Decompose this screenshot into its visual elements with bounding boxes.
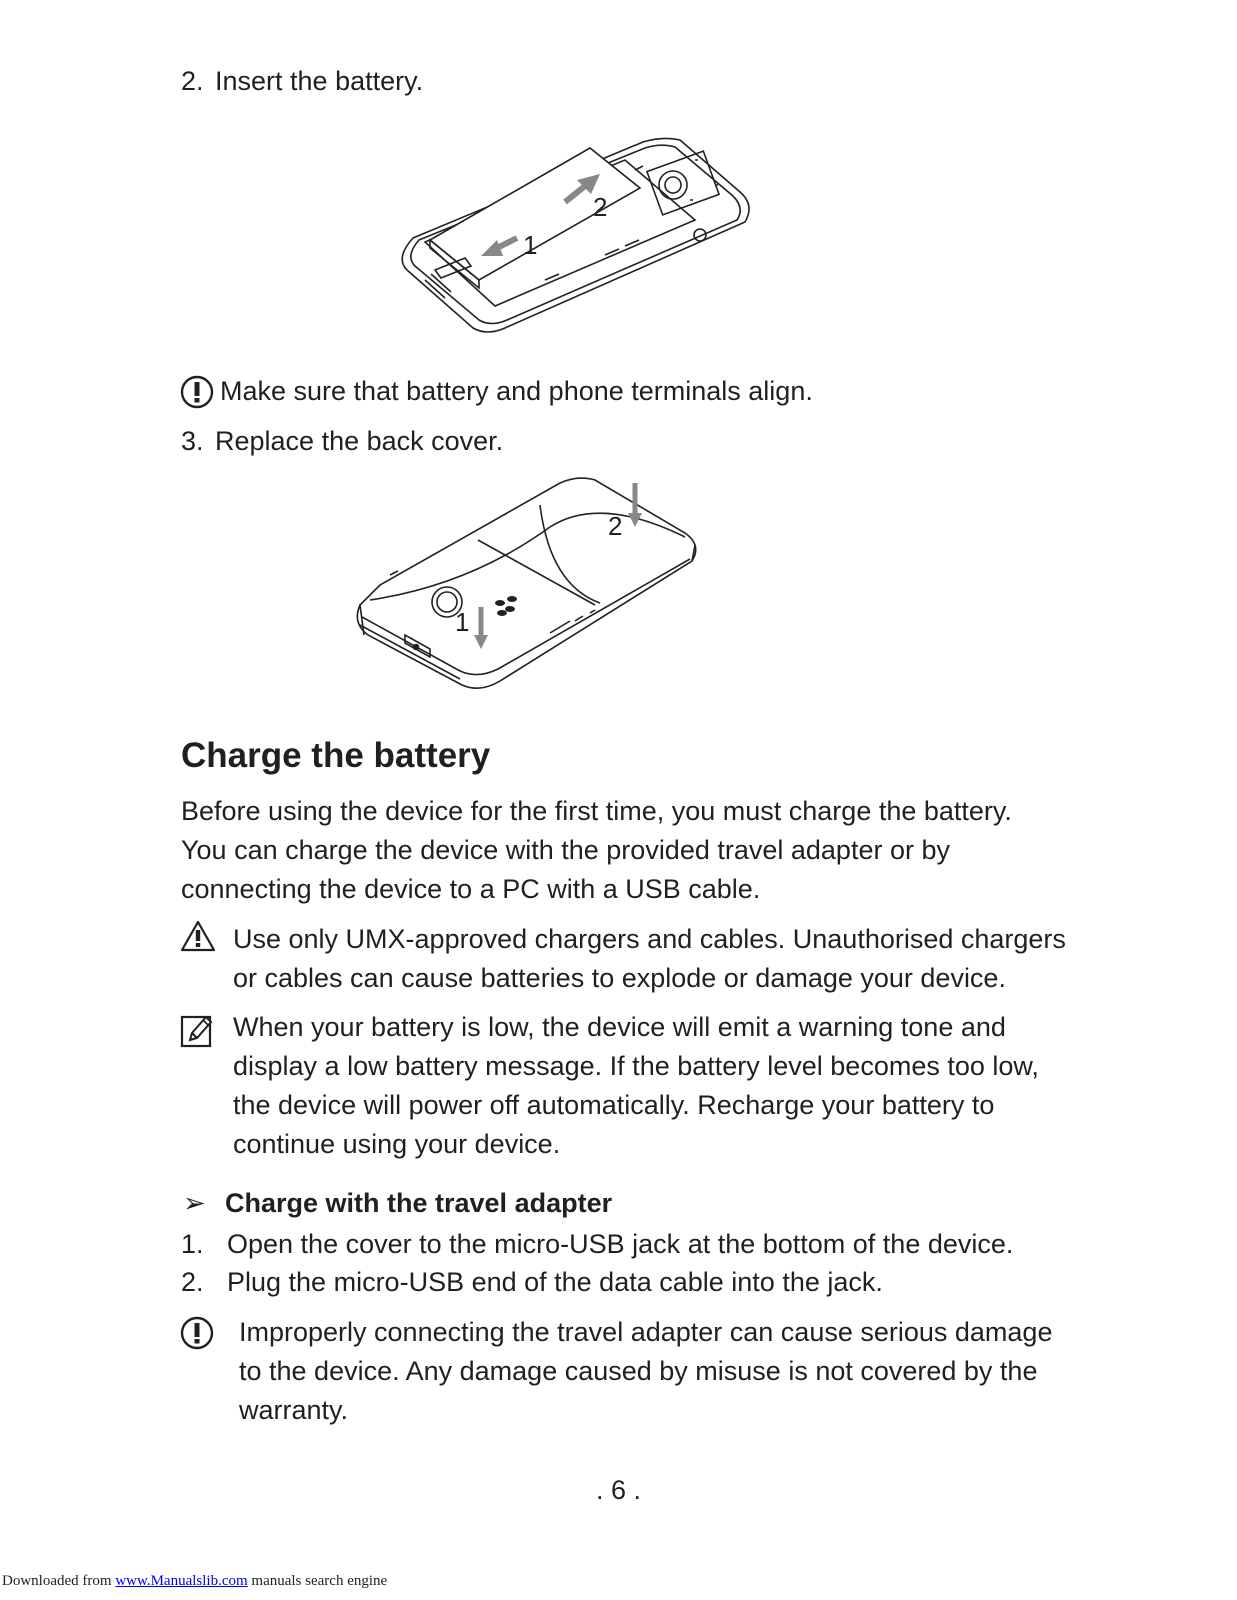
note-pencil-icon [180, 1013, 214, 1049]
note-icon-container [180, 1013, 214, 1054]
battery-insert-illustration [395, 130, 760, 345]
step-text: Open the cover to the micro-USB jack at the bottom of the device. [227, 1229, 1014, 1259]
download-footer [2, 1573, 387, 1590]
step-number: 2. [181, 1267, 204, 1297]
page-number: . 6 . [595, 1475, 642, 1505]
caution-icon-container [180, 375, 214, 414]
manualslib-link[interactable]: www.Manualslib.com [115, 1573, 248, 1589]
exclamation-circle-icon [180, 1316, 214, 1350]
step-text: Plug the micro-USB end of the data cable into the jack. [227, 1267, 883, 1297]
subsection-title: Charge with the travel adapter [225, 1188, 613, 1218]
section-intro: Before using the device for the first time, you must charge the battery. You can charge the device with the provided travel adapter or by connecting the device to a PC with a USB cable. [181, 796, 1012, 904]
step-insert-battery [181, 62, 423, 101]
arrow-bullet-icon: ➢ [183, 1188, 206, 1218]
step-number: 2. [181, 66, 204, 96]
note-line: display a low battery message. If the battery level becomes too low, [233, 1051, 1039, 1081]
warning-line: Use only UMX-approved chargers and cables. Unauthorised chargers [233, 924, 1066, 954]
footer-suffix: manuals search engine [247, 1573, 388, 1589]
footer-prefix: Downloaded from [2, 1573, 116, 1589]
caution-line: Improperly connecting the travel adapter can cause serious damage [239, 1317, 1053, 1347]
note-block [233, 1008, 1039, 1164]
exclamation-circle-icon [180, 375, 214, 409]
subsection-heading [183, 1184, 612, 1223]
figure2-label-2: 2 [608, 511, 623, 541]
section-title: Charge the battery [181, 736, 491, 775]
step-number: 3. [181, 426, 204, 456]
step-text: Replace the back cover. [215, 426, 504, 456]
figure2-label-1: 1 [455, 607, 470, 637]
warning-triangle-icon [180, 920, 216, 952]
figure1-label-2: 2 [593, 192, 608, 222]
warning-block [233, 920, 1066, 998]
adapter-step [181, 1263, 883, 1302]
adapter-step [181, 1225, 1013, 1264]
figure1-label-1: 1 [523, 230, 538, 260]
step-text: Insert the battery. [215, 66, 424, 96]
note-line: When your battery is low, the device will emit a warning tone and [233, 1012, 1006, 1042]
caution-line: warranty. [239, 1395, 349, 1425]
warning-line: or cables can cause batteries to explode or damage your device. [233, 963, 1006, 993]
warning-icon-container [180, 920, 216, 957]
note-line: continue using your device. [233, 1129, 561, 1159]
caution-align-text: Make sure that battery and phone terminals align. [220, 376, 813, 406]
caution-icon-container [180, 1316, 214, 1355]
step-replace-cover [181, 422, 503, 461]
back-cover-illustration [350, 475, 710, 700]
caution-adapter-block [239, 1313, 1052, 1430]
note-line: the device will power off automatically. Recharge your battery to [233, 1090, 995, 1120]
caution-line: to the device. Any damage caused by misuse is not covered by the [239, 1356, 1038, 1386]
step-number: 1. [181, 1229, 204, 1259]
